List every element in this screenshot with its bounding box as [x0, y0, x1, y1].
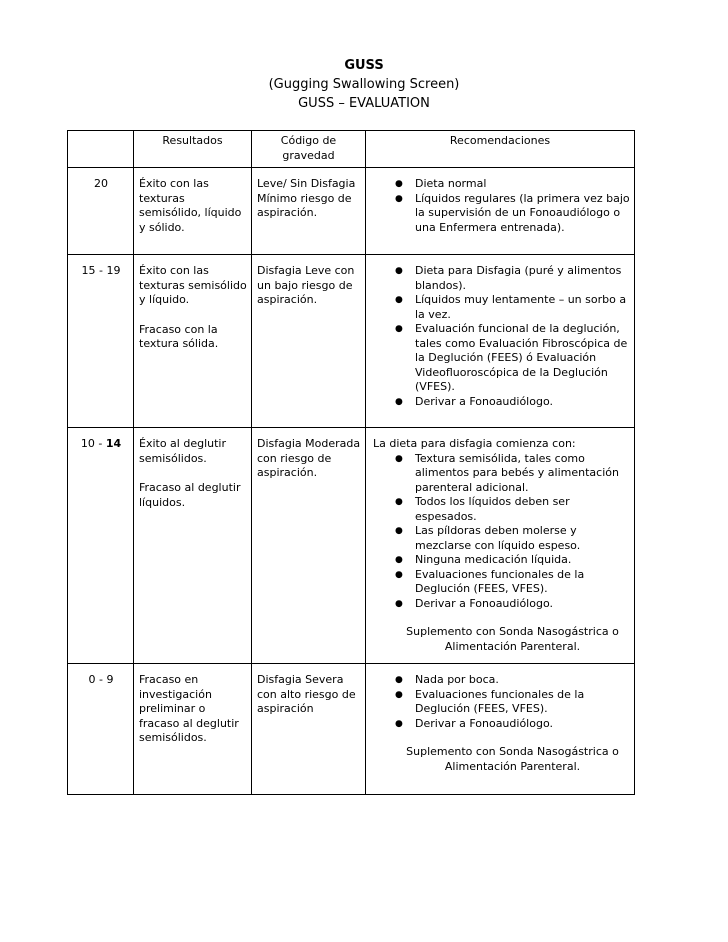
list-item: ● Todos los líquidos deben ser espesados.: [395, 495, 630, 524]
table-body: [68, 168, 635, 795]
table-row: [68, 664, 635, 795]
column-header-score: [68, 131, 134, 168]
guss-table: [67, 130, 635, 795]
list-item: ● Líquidos muy lentamente – un sorbo a la vez.: [395, 293, 630, 322]
score-text: 15 - 19: [81, 264, 121, 277]
score-text: 10 -: [80, 437, 106, 450]
list-item: ● Nada por boca.: [395, 673, 630, 688]
score-cell: [68, 428, 134, 664]
recomendaciones-intro: La dieta para disfagia comienza con:: [373, 437, 576, 450]
table-header-row: [68, 131, 635, 168]
list-item: ● Dieta para Disfagia (puré y alimentos blandos).: [395, 264, 630, 293]
list-item: ● Dieta normal: [395, 177, 630, 192]
list-item: ● Evaluaciones funcionales de la Deglución (FEES, VFES).: [395, 568, 630, 597]
resultado-text: Éxito con las texturas semisólido y líquido.: [139, 264, 247, 306]
recomendaciones-cell: [366, 664, 635, 795]
recomendaciones-cell: [366, 168, 635, 255]
document-title: GUSS: [344, 58, 384, 73]
resultado-text: Fracaso al deglutir líquidos.: [139, 481, 241, 509]
column-header-resultados: Resultados: [134, 131, 252, 168]
list-item: ● Derivar a Fonoaudiólogo.: [395, 597, 630, 612]
list-item: ● Evaluaciones funcionales de la Deglución (FEES, VFES).: [395, 688, 630, 717]
supplement-note: Suplemento con Sonda Nasogástrica o Alimentación Parenteral.: [406, 625, 619, 653]
document-subtitle: (Gugging Swallowing Screen): [268, 77, 460, 92]
column-header-codigo: Código de gravedad: [252, 131, 366, 168]
table-row: [68, 428, 635, 664]
resultado-text: Éxito con las texturas semisólido, líquido y sólido.: [139, 177, 242, 234]
table-row: [68, 168, 635, 255]
column-header-recomendaciones: Recomendaciones: [366, 131, 635, 168]
resultado-text: Fracaso con la textura sólida.: [139, 322, 219, 350]
resultados-cell: [134, 664, 252, 795]
codigo-gravedad-cell: Disfagia Moderada con riesgo de aspiración.: [252, 428, 366, 664]
codigo-gravedad-cell: Leve/ Sin Disfagia Mínimo riesgo de aspiración.: [252, 168, 366, 255]
recomendaciones-cell: [366, 255, 635, 428]
codigo-gravedad-cell: Disfagia Severa con alto riesgo de aspiración: [252, 664, 366, 795]
score-cell: [68, 664, 134, 795]
recomendaciones-list: [371, 264, 630, 409]
resultados-cell: [134, 428, 252, 664]
list-item: ● Textura semisólida, tales como alimentos para bebés y alimentación parenteral adicional.: [395, 452, 630, 496]
list-item: ● Las píldoras deben molerse y mezclarse con líquido espeso.: [395, 524, 630, 553]
list-item: ● Derivar a Fonoaudiólogo.: [395, 395, 630, 410]
resultado-text: Fracaso en investigación preliminar o fracaso al deglutir semisólidos.: [139, 673, 239, 744]
recomendaciones-cell: [366, 428, 635, 664]
score-text: 0 - 9: [88, 673, 114, 686]
score-cell: [68, 168, 134, 255]
table-row: [68, 255, 635, 428]
score-text: 20: [94, 177, 108, 190]
resultados-cell: [134, 168, 252, 255]
recomendaciones-list: [371, 452, 630, 612]
score-text-bold: 14: [105, 437, 122, 450]
document-subtitle-evaluation: GUSS – EVALUATION: [298, 96, 430, 111]
recomendaciones-list: [371, 673, 630, 731]
resultados-cell: [134, 255, 252, 428]
recomendaciones-list: [371, 177, 630, 235]
list-item: ● Líquidos regulares (la primera vez bajo la supervisión de un Fonoaudiólogo o una Enfermera entrenada).: [395, 192, 630, 236]
codigo-gravedad-cell: Disfagia Leve con un bajo riesgo de aspiración.: [252, 255, 366, 428]
score-cell: [68, 255, 134, 428]
supplement-note: Suplemento con Sonda Nasogástrica o Alimentación Parenteral.: [406, 745, 619, 773]
list-item: ● Derivar a Fonoaudiólogo.: [395, 717, 630, 732]
list-item: ● Ninguna medicación líquida.: [395, 553, 630, 568]
list-item: ● Evaluación funcional de la deglución, tales como Evaluación Fibroscópica de la Deglución (FEES) ó Evaluación Videofluoroscópica de la Deglución (VFES).: [395, 322, 630, 395]
resultado-text: Éxito al deglutir semisólidos.: [139, 437, 227, 465]
